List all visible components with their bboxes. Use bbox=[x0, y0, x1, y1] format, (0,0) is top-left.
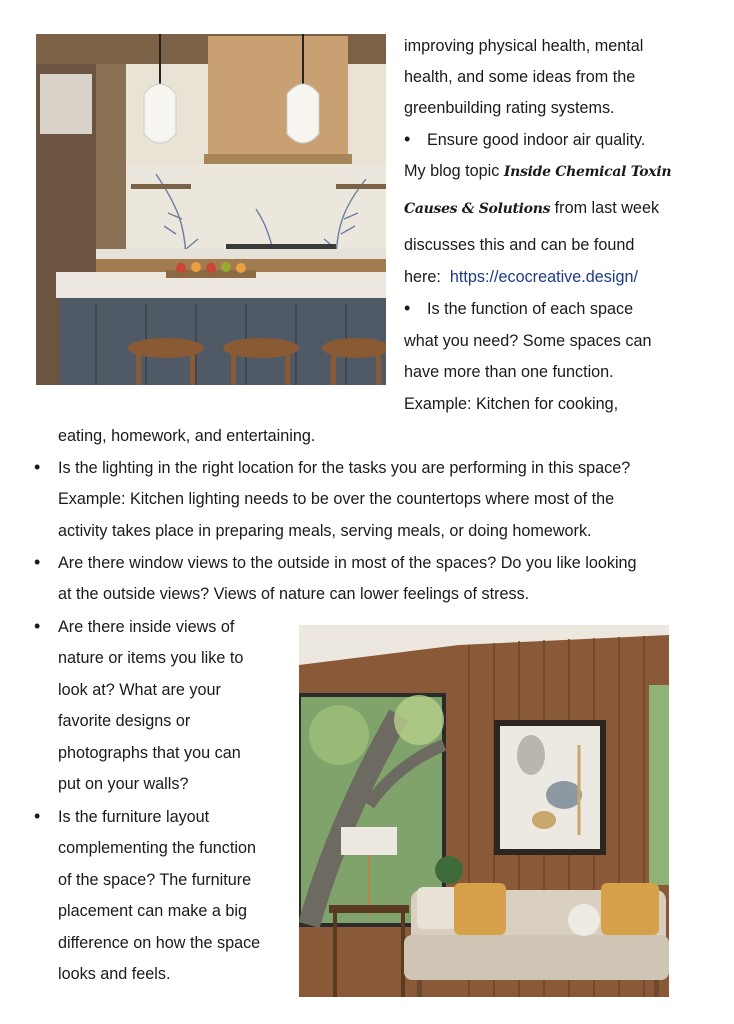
bullet: • bbox=[34, 552, 41, 572]
text-line: Is the furniture layout bbox=[58, 808, 210, 826]
blog-title: Inside Chemical Toxin bbox=[503, 164, 672, 180]
text-line: nature or items you like to bbox=[58, 649, 244, 667]
text-line: favorite designs or bbox=[58, 712, 191, 730]
text-line bbox=[404, 161, 671, 182]
text-line: at the outside views? Views of nature can lower feelings of stress. bbox=[58, 585, 530, 603]
text-line: have more than one function. bbox=[404, 363, 614, 381]
text-line: photographs that you can bbox=[58, 744, 241, 762]
here-label: here: bbox=[404, 268, 441, 286]
bullet: • bbox=[404, 129, 411, 149]
text-line bbox=[404, 267, 638, 287]
text-line: greenbuilding rating systems. bbox=[404, 99, 615, 117]
bullet: • bbox=[34, 806, 41, 826]
text-line: of the space? The furniture bbox=[58, 871, 252, 889]
bullet: • bbox=[34, 616, 41, 636]
blog-title: Causes & Solutions bbox=[404, 201, 551, 217]
text-line: improving physical health, mental bbox=[404, 37, 644, 55]
text-line bbox=[404, 198, 659, 219]
text-line: Are there window views to the outside in most of the spaces? Do you like looking bbox=[58, 554, 637, 572]
bullet: • bbox=[34, 457, 41, 477]
text-line: eating, homework, and entertaining. bbox=[58, 427, 316, 445]
text-line: Example: Kitchen for cooking, bbox=[404, 395, 619, 413]
text-line: Ensure good indoor air quality. bbox=[427, 131, 646, 149]
text-line: discusses this and can be found bbox=[404, 236, 635, 254]
text-line: put on your walls? bbox=[58, 775, 189, 793]
blog-prefix: My blog topic bbox=[404, 162, 504, 180]
text-line: Are there inside views of bbox=[58, 618, 235, 636]
text-line: activity takes place in preparing meals, serving meals, or doing homework. bbox=[58, 522, 592, 540]
text-line: health, and some ideas from the bbox=[404, 68, 636, 86]
text-line: looks and feels. bbox=[58, 965, 171, 983]
text-line: Example: Kitchen lighting needs to be over the countertops where most of the bbox=[58, 490, 615, 508]
bullet: • bbox=[404, 298, 411, 318]
text-line: what you need? Some spaces can bbox=[404, 332, 652, 350]
kitchen-photo bbox=[36, 34, 386, 385]
blog-suffix: from last week bbox=[550, 199, 660, 217]
living-room-photo bbox=[299, 625, 669, 997]
text-line: look at? What are your bbox=[58, 681, 221, 699]
text-line: Is the function of each space bbox=[427, 300, 634, 318]
text-line: placement can make a big bbox=[58, 902, 247, 920]
text-line: Is the lighting in the right location for the tasks you are performing in this space? bbox=[58, 459, 631, 477]
text-line: complementing the function bbox=[58, 839, 256, 857]
blog-link[interactable]: https://ecocreative.design/ bbox=[449, 268, 638, 286]
text-line: difference on how the space bbox=[58, 934, 261, 952]
